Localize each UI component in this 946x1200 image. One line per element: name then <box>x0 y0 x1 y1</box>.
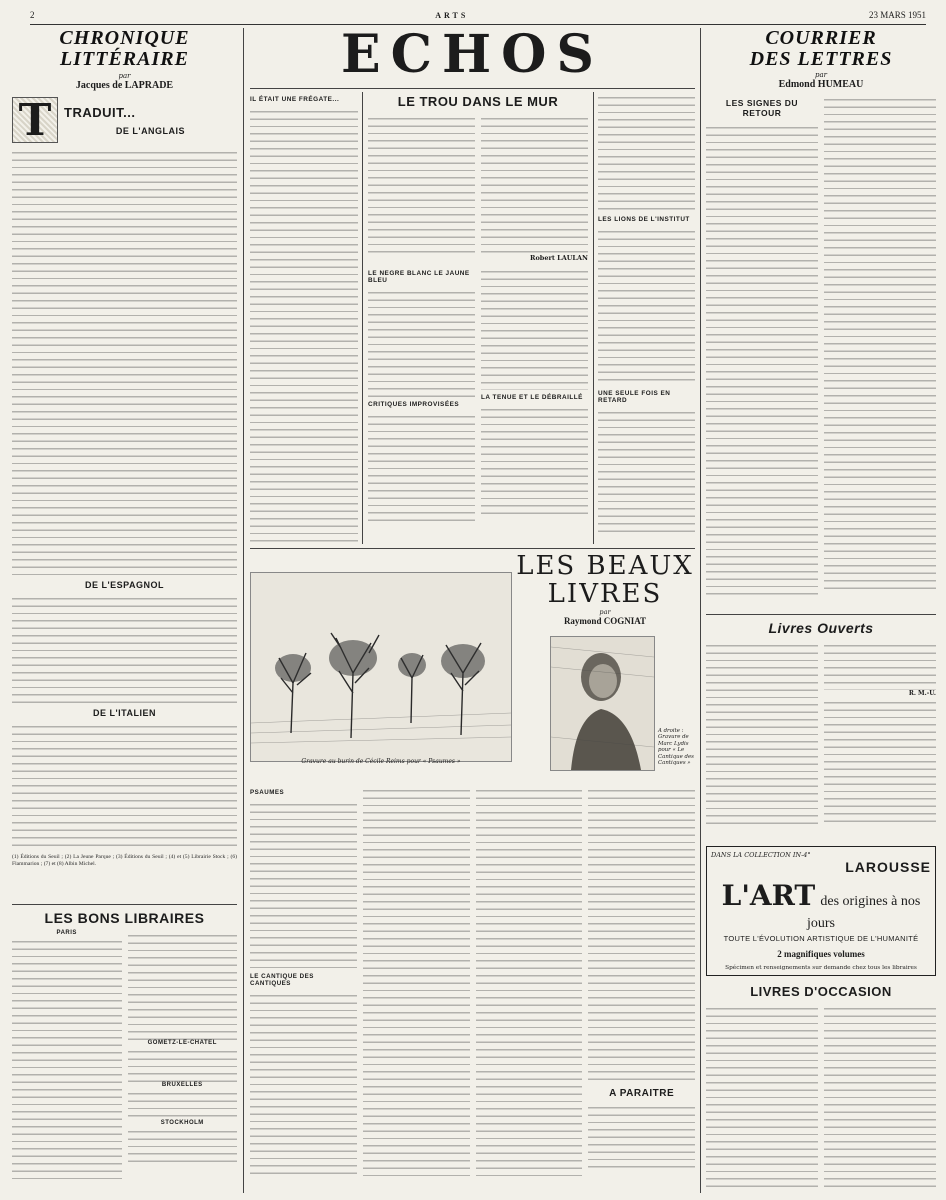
courrier-des-lettres <box>706 28 936 608</box>
chronique-by: par <box>118 72 131 80</box>
courrier-body-2 <box>824 94 936 589</box>
echos-col-bc <box>368 92 588 544</box>
article-body-anglais <box>12 147 237 577</box>
caption-cantique: A droite : Gravure de Marc Lydis pour « Le Cantique des Cantiques » <box>658 728 694 767</box>
tenue-body <box>481 404 588 520</box>
trou-title: LE TROU DANS LE MUR <box>397 94 559 109</box>
beaux-livres-body-4 <box>588 785 695 1085</box>
beaux-livres-title-2: LIVRES <box>547 579 663 609</box>
beaux-livres-body-3 <box>476 785 583 1180</box>
libraires-list-3 <box>128 1046 238 1082</box>
beaux-livres-body-2 <box>363 785 470 1180</box>
footnotes: (1) Éditions du Seuil ; (2) La Jeune Parque ; (3) Éditions du Seuil ; (4) et (5) Librairie Stock ; (6) Flammarion ; (7) et (8) Albin Michel. <box>12 854 237 867</box>
occasion-title: LIVRES D'OCCASION <box>750 984 892 999</box>
critiques-title: CRITIQUES IMPROVISÉES <box>368 401 460 408</box>
courrier-title-1: COURRIER <box>765 28 877 49</box>
larousse-collection: DANS LA COLLECTION IN-4° <box>711 851 811 859</box>
beaux-livres-author: Raymond COGNIAT <box>563 616 647 626</box>
bons-libraires-title: LES BONS LIBRAIRES <box>44 910 205 926</box>
article-body-italien <box>12 721 237 851</box>
chronique-litteraire <box>12 28 237 898</box>
larousse-title-big: L'ART <box>721 879 816 912</box>
section-italien: DE L'ITALIEN <box>93 708 156 718</box>
courrier-body-1 <box>706 122 818 597</box>
beaux-livres-feature <box>250 552 695 777</box>
courrier-author: Edmond HUMEAU <box>778 79 864 90</box>
libraires-list-2 <box>128 930 238 1040</box>
lions-body <box>598 226 695 386</box>
seule-title: UNE SEULE FOIS EN RETARD <box>598 390 671 404</box>
city-paris: PARIS <box>56 930 77 936</box>
libraires-list-4 <box>128 1088 238 1120</box>
echos-col-a <box>250 92 358 544</box>
livres-ouverts-body-1 <box>706 640 818 830</box>
larousse-title-rest: des origines à nos jours <box>807 894 921 931</box>
negre-body <box>368 287 475 397</box>
divider <box>250 88 695 89</box>
larousse-subtitle: TOUTE L'ÉVOLUTION ARTISTIQUE DE L'HUMANITÉ <box>723 934 919 943</box>
section-anglais: DE L'ANGLAIS <box>115 125 186 136</box>
section-espagnol: DE L'ESPAGNOL <box>85 580 164 590</box>
trou-body-2 <box>481 113 588 253</box>
signes-retour-title: LES SIGNES DU RETOUR <box>725 98 799 118</box>
libraires-list-5 <box>128 1126 238 1166</box>
article-body-espagnol <box>12 593 237 705</box>
seule-body <box>598 407 695 535</box>
expo-body <box>481 266 588 390</box>
column-rule <box>362 92 363 544</box>
book-psaumes: PSAUMES <box>250 789 285 796</box>
fregate-body <box>250 106 358 544</box>
libraires-list-1 <box>12 936 122 1184</box>
fregate-title: IL ÉTAIT UNE FRÉGATE... <box>250 96 340 103</box>
issue-date: 23 MARS 1951 <box>868 10 926 20</box>
psaumes-body <box>250 799 357 969</box>
occasion-body-1 <box>706 1003 818 1193</box>
tenue-title: LA TENUE ET LE DÉBRAILLÉ <box>481 394 583 401</box>
a-paraitre-title: A PARAITRE <box>609 1088 675 1099</box>
city-stockholm: STOCKHOLM <box>160 1120 204 1126</box>
cantique-body <box>250 990 357 1180</box>
livres-ouverts-title: Livres Ouverts <box>768 620 874 636</box>
engraving-trees-image <box>250 572 512 762</box>
essay-title: TRADUIT... <box>64 104 136 120</box>
trou-body-1 <box>368 113 475 253</box>
engraving-portrait-image <box>550 636 655 771</box>
trou-signature: Robert LAULAN <box>530 254 588 262</box>
city-bruxelles: BRUXELLES <box>161 1082 203 1088</box>
larousse-volumes: 2 magnifiques volumes <box>777 949 865 959</box>
beaux-livres-text <box>250 785 695 1195</box>
page-number: 2 <box>30 10 35 20</box>
divider <box>12 904 237 905</box>
drop-cap-ornament: T <box>12 97 58 143</box>
divider <box>706 614 936 615</box>
echos-header <box>250 26 695 86</box>
book-cantique: LE CANTIQUE DES CANTIQUES <box>250 973 314 987</box>
column-rule <box>700 28 701 1193</box>
negre-title: LE NEGRE BLANC LE JAUNE BLEU <box>368 270 470 284</box>
livres-occasion <box>706 984 936 1194</box>
chronique-title-1: CHRONIQUE <box>59 28 190 49</box>
courrier-title-2: DES LETTRES <box>749 48 893 70</box>
larousse-brand: LAROUSSE <box>845 859 931 875</box>
livres-ouverts-body-3 <box>824 697 936 827</box>
column-rule <box>593 92 594 544</box>
livres-ouverts-body-2 <box>824 640 936 690</box>
echos-title: ECHOS <box>340 26 604 85</box>
occasion-body-2 <box>824 1003 936 1193</box>
bons-libraires <box>12 910 237 1195</box>
lions-title: LES LIONS DE L'INSTITUT <box>598 216 690 223</box>
column-rule <box>243 28 244 1193</box>
beaux-livres-by: par <box>599 608 611 616</box>
courrier-by: par <box>814 71 827 79</box>
caption-psaumes: Gravure au burin de Cécile Reims pour « Psaumes » <box>301 758 461 765</box>
divider <box>250 548 695 549</box>
larousse-advertisement <box>706 846 936 976</box>
livres-ouverts-signature: R. M.-U. <box>908 690 936 697</box>
city-gometz: GOMETZ-LE-CHATEL <box>147 1040 217 1046</box>
livres-ouverts <box>706 620 936 840</box>
a-paraitre-body <box>588 1102 695 1172</box>
larousse-note: Spécimen et renseignements sur demande chez tous les libraires <box>725 965 917 971</box>
echo-d-body-1 <box>598 92 695 212</box>
paper-name: ARTS <box>435 10 469 20</box>
chronique-title-2: LITTÉRAIRE <box>60 48 189 70</box>
beaux-livres-title-1: LES BEAUX <box>516 552 694 581</box>
page-header <box>30 8 926 22</box>
echos-col-d <box>598 92 695 544</box>
chronique-author: Jacques de LAPRADE <box>75 80 174 91</box>
critiques-body <box>368 411 475 523</box>
